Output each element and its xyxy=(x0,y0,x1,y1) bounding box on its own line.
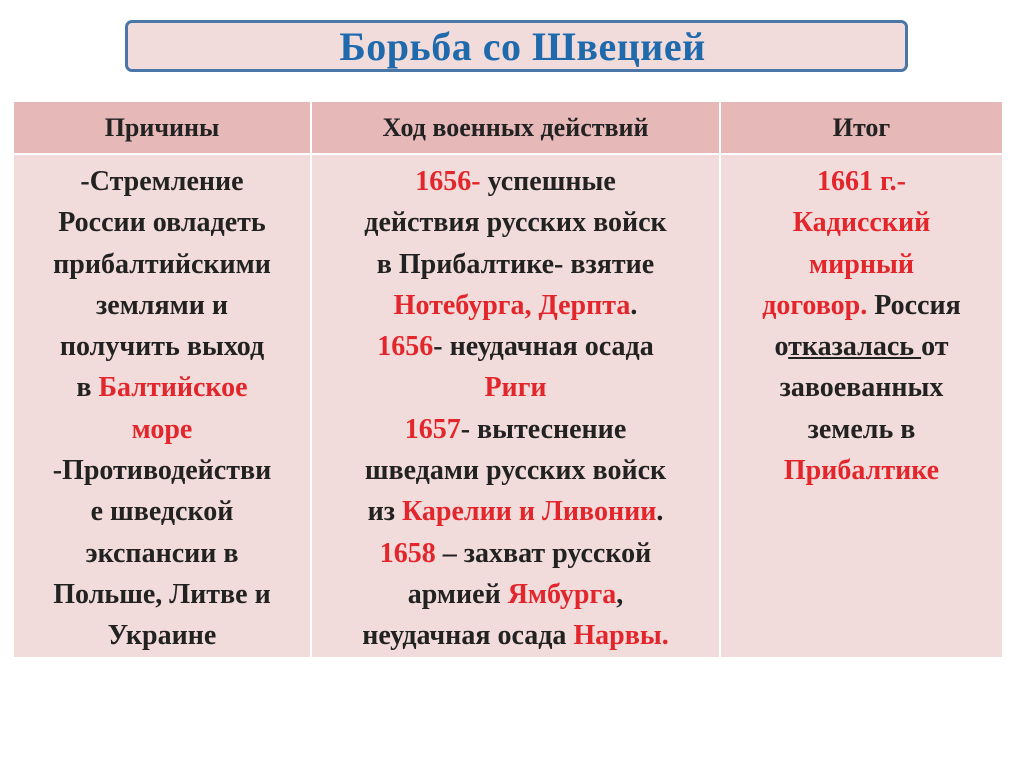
result-line: земель в xyxy=(807,413,916,445)
result-text: Россия xyxy=(867,289,961,321)
causes-line: -Противодействи xyxy=(52,455,272,487)
course-line xyxy=(312,615,719,656)
header-causes: Причины xyxy=(14,102,311,154)
course-line xyxy=(312,533,719,574)
course-line: действия русских войск xyxy=(364,207,667,239)
course-line xyxy=(312,409,719,450)
cell-course xyxy=(311,154,720,657)
place-highlight: Риги xyxy=(484,372,547,404)
table-row xyxy=(14,154,1002,657)
causes-line xyxy=(14,367,310,408)
year-highlight: 1656 xyxy=(377,331,434,363)
causes-line: прибалтийскими xyxy=(53,248,271,280)
result-line xyxy=(721,326,1002,367)
causes-line: землями и xyxy=(96,289,228,321)
causes-line: е шведской xyxy=(90,496,234,528)
baltic-sea-highlight: Балтийское xyxy=(98,372,248,404)
course-text: - неудачная осада xyxy=(433,331,654,363)
year-highlight: 1656- xyxy=(415,166,481,197)
header-result: Итог xyxy=(720,102,1002,154)
course-line: шведами русских войск xyxy=(364,455,667,487)
course-text: неудачная осада xyxy=(362,620,574,652)
course-text: . xyxy=(656,496,664,528)
header-course: Ход военных действий xyxy=(311,102,720,154)
place-highlight: Нарвы. xyxy=(573,620,669,652)
result-line: завоеванных xyxy=(779,372,944,404)
result-line xyxy=(721,285,1002,326)
place-highlight: Карелии и Ливонии xyxy=(402,496,657,528)
course-text: из xyxy=(367,496,402,528)
comparison-table xyxy=(14,102,1002,657)
course-line xyxy=(312,326,719,367)
treaty-highlight: мирный xyxy=(809,248,914,280)
baltic-sea-highlight: море xyxy=(131,413,193,445)
causes-line: получить выход xyxy=(59,331,265,363)
course-line xyxy=(312,161,719,202)
course-line xyxy=(312,491,719,532)
result-text: о xyxy=(774,331,789,363)
title-box xyxy=(125,20,908,72)
treaty-highlight: договор. xyxy=(762,289,868,321)
cell-result xyxy=(720,154,1002,657)
course-line: в Прибалтике- взятие xyxy=(376,248,655,280)
course-text: , xyxy=(616,578,624,610)
course-text: . xyxy=(630,289,638,321)
causes-line: России овладеть xyxy=(58,207,266,239)
causes-line: -Стремление xyxy=(80,166,244,197)
table-header-row xyxy=(14,102,1002,154)
place-highlight: Нотебурга, Дерпта xyxy=(393,289,631,321)
course-line xyxy=(312,574,719,615)
place-highlight: Прибалтике xyxy=(783,455,940,487)
causes-line: экспансии в xyxy=(85,537,239,569)
causes-line: Польше, Литве и xyxy=(53,578,271,610)
course-text: армией xyxy=(407,578,508,610)
result-text: от xyxy=(921,331,949,363)
treaty-highlight: Кадисский xyxy=(792,207,931,239)
course-text: – захват русской xyxy=(435,537,652,569)
course-line xyxy=(312,285,719,326)
course-text: - вытеснение xyxy=(460,413,627,445)
place-highlight: Ямбурга xyxy=(507,578,617,610)
causes-text: в xyxy=(76,372,99,404)
year-highlight: 1658 xyxy=(379,537,436,569)
slide-title: Борьба со Швецией xyxy=(339,23,706,69)
year-highlight: 1657 xyxy=(404,413,461,445)
cell-causes xyxy=(14,154,311,657)
result-date-highlight: 1661 г.- xyxy=(817,166,906,197)
underlined-text: тказалась xyxy=(788,331,922,363)
course-text: успешные xyxy=(480,166,616,197)
causes-line: Украине xyxy=(107,620,217,652)
